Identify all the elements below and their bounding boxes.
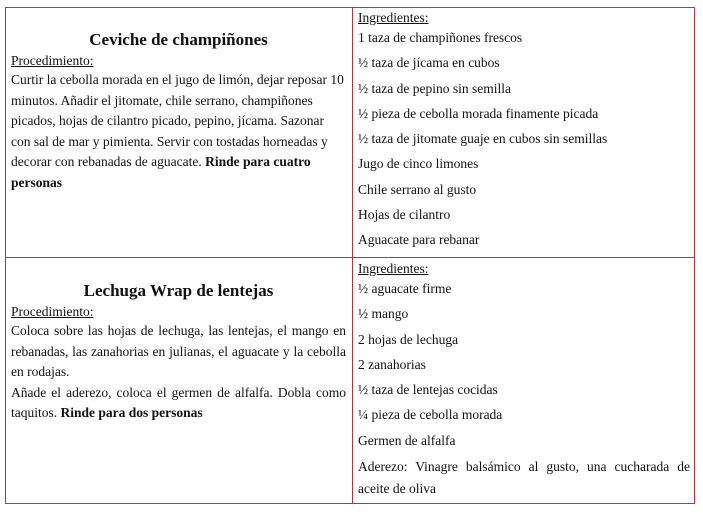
ingredient-item: 2 zanahorias: [358, 356, 426, 372]
recipe-1-ingredients-cell: [354, 8, 694, 257]
recipe-2-procedure-cell: [6, 259, 352, 503]
ingredient-item: Hojas de cilantro: [358, 207, 451, 223]
recipe-1-procedure-cell: [6, 8, 352, 257]
ingredient-item: ½ taza de jícama en cubos: [358, 55, 500, 71]
ingredient-item: ½ aguacate firme: [358, 281, 452, 296]
recipe-1-title: Ceviche de champiñones: [89, 30, 268, 49]
ingredient-item: ½ taza de lentejas cocidas: [358, 382, 498, 398]
ingredient-item: 1 taza de champiñones frescos: [358, 30, 523, 45]
recipe-1-ingredients-label: Ingredientes:: [358, 10, 429, 25]
recipe-2-procedure-text-1: Coloca sobre las hojas de lechuga, las lentejas, el mango en rebanadas, las zanahorias en julianas, el aguacate y la cebolla en rodajas.: [11, 323, 346, 379]
column-divider: [352, 7, 353, 504]
recipe-2-ingredients-cell: [354, 259, 694, 503]
recipe-1-serves: Rinde para cuatro personas: [11, 154, 311, 190]
ingredient-item: ½ pieza de cebolla morada finamente picada: [358, 105, 599, 121]
recipe-1-procedure-text: [11, 70, 346, 193]
recipe-1-procedure-label: Procedimiento:: [11, 53, 94, 68]
recipe-table: [5, 7, 695, 504]
recipe-2-serves: Rinde para dos personas: [60, 405, 203, 420]
recipe-2-procedure-text-2: [11, 383, 346, 424]
ingredient-item: ¼ pieza de cebolla morada: [358, 407, 503, 423]
recipe-1-procedure-body: Curtir la cebolla morada en el jugo de limón, dejar reposar 10 minutos. Añadir el jitomate, chile serrano, champiñones picados, hojas de cilantro picado, pepino, jícama. Sazonar con sal de mar y pimienta. Servir con tostadas horneadas y decorar con rebanadas de aguacate.: [11, 72, 344, 169]
recipe-2-ingredients-label: Ingredientes:: [358, 261, 429, 276]
recipe-2-title: Lechuga Wrap de lentejas: [83, 281, 274, 300]
ingredient-item: Jugo de cinco limones: [358, 156, 479, 172]
ingredient-item: Chile serrano al gusto: [358, 181, 477, 197]
ingredient-item: Aderezo: Vinagre balsámico al gusto, una cucharada de aceite de oliva: [358, 459, 690, 497]
recipe-2-procedure-body: Añade el aderezo, coloca el germen de alfalfa. Dobla como taquitos.: [11, 384, 346, 420]
ingredient-item: ½ taza de pepino sin semilla: [358, 80, 511, 96]
ingredient-item: 2 hojas de lechuga: [358, 331, 459, 347]
ingredient-item: ½ mango: [358, 306, 409, 322]
ingredient-item: Germen de alfalfa: [358, 432, 456, 448]
recipe-2-ingredient-list: [358, 279, 690, 500]
recipe-1-ingredient-list: [358, 28, 690, 249]
row-divider: [5, 257, 695, 258]
recipe-2-procedure-label: Procedimiento:: [11, 304, 94, 319]
ingredient-item: Aguacate para rebanar: [358, 232, 480, 248]
ingredient-item: ½ taza de jitomate guaje en cubos sin semillas: [358, 131, 608, 147]
